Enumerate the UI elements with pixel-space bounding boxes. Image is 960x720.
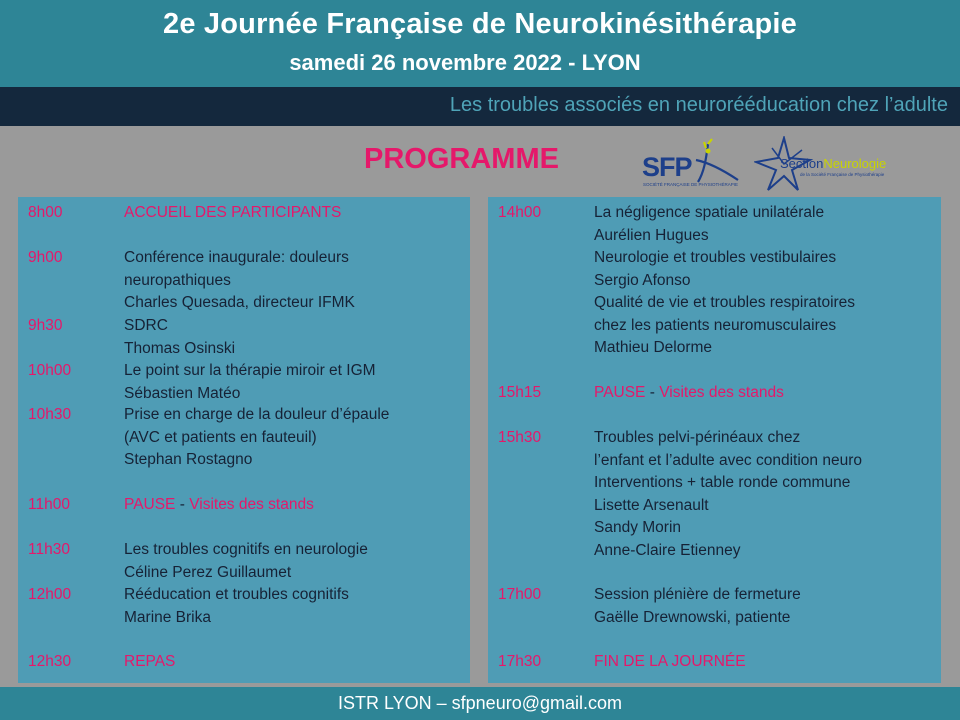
event-date: samedi 26 novembre 2022 - LYON [289,50,641,75]
event-title: 2e Journée Française de Neurokinésithérapie [163,8,797,40]
entry-line: Neurologie et troubles vestibulaires [594,249,837,266]
pause-separator: - [645,384,660,401]
entry-line: Les troubles cognitifs en neurologie [124,541,368,558]
entry-line: (AVC et patients en fauteuil) [124,428,317,446]
entry-details [124,651,175,674]
logo-word-neurologie: Neurologie [823,156,887,171]
header-banner [0,0,960,87]
entry-line: Qualité de vie et troubles respiratoires [594,294,856,311]
entry-time: 12h00 [28,586,72,603]
entry-line: Anne-Claire Etienney [594,541,741,559]
entry-time: 15h15 [498,384,542,401]
entry-line: ACCUEIL DES PARTICIPANTS [124,204,342,221]
pause-label: PAUSE [124,496,176,513]
entry-line: Prise en charge de la douleur d’épaule [124,406,390,423]
entry-line: Aurélien Hugues [594,226,709,244]
entry-line: Céline Perez Guillaumet [124,563,292,581]
entry-line: Gaëlle Drewnowski, patiente [594,608,791,626]
entry-time: 9h30 [28,317,63,334]
subtitle-bar [0,87,960,126]
entry-time: 17h00 [498,586,542,603]
entry-line: Thomas Osinski [124,339,236,357]
entry-line: FIN DE LA JOURNÉE [594,653,746,670]
entry-line: SDRC [124,317,168,334]
entry-time: 10h30 [28,406,72,423]
section-logo-caption: de la Société Française de Physiothérapie [800,172,885,177]
sfp-logo-caption: SOCIÉTÉ FRANÇAISE DE PHYSIOTHÉRAPIE [643,182,739,187]
entry-details [124,315,235,360]
entry-details [594,584,801,629]
pause-activity: Visites des stands [189,496,314,513]
entry-line: Interventions + table ronde commune [594,474,851,491]
entry-time: 11h30 [28,541,70,558]
entry-line: Le point sur la thérapie miroir et IGM [124,362,376,379]
entry-time: 11h00 [28,496,70,513]
entry-details [124,247,355,315]
entry-line: Sébastien Matéo [124,384,241,402]
entry-time: 15h30 [498,429,542,446]
event-subtitle: Les troubles associés en neurorééducation chez l’adulte [449,94,948,116]
entry-details [124,494,314,517]
entry-details [594,427,862,562]
entry-time: 9h00 [28,249,63,266]
entry-line: Mathieu Delorme [594,339,713,356]
entry-line: Lisette Arsenault [594,496,709,514]
entry-time: 8h00 [28,204,63,221]
entry-line: chez les patients neuromusculaires [594,316,837,334]
entry-line: Sergio Afonso [594,271,691,289]
entry-line: REPAS [124,653,176,670]
entry-line: Session plénière de fermeture [594,586,801,603]
entry-details [594,202,855,360]
entry-line: Charles Quesada, directeur IFMK [124,294,355,311]
entry-line: Stephan Rostagno [124,451,253,468]
sfp-logo-mark: SFP [642,152,692,182]
pause-activity: Visites des stands [659,384,784,401]
section-neurologie-wordmark [780,156,886,171]
pause-label: PAUSE [594,384,646,401]
entry-line: Rééducation et troubles cognitifs [124,586,349,603]
entry-line: Conférence inaugurale: douleurs [124,249,349,266]
programme-heading: PROGRAMME [364,143,559,175]
section-neurologie-logo [754,136,924,192]
entry-details [124,360,376,405]
entry-time: 10h00 [28,362,72,379]
entry-details [124,584,349,629]
entry-line: neuropathiques [124,271,231,289]
schedule-morning-panel [18,197,470,683]
entry-details [594,651,746,674]
entry-details [124,539,368,584]
logo-word-section: Section [780,156,824,171]
entry-time: 12h30 [28,653,72,670]
entry-line: La négligence spatiale unilatérale [594,204,825,221]
entry-time: 14h00 [498,204,542,221]
entry-details [594,382,784,405]
entry-line: Sandy Morin [594,519,682,536]
entry-line: Marine Brika [124,608,211,626]
entry-line [594,382,784,405]
entry-details [124,202,341,225]
sfp-logo [640,138,744,192]
entry-time: 17h30 [498,653,542,670]
entry-line: Troubles pelvi-périnéaux chez [594,429,801,446]
schedule-afternoon-panel [488,197,941,683]
entry-line [124,494,314,517]
entry-details [124,404,389,472]
pause-separator: - [175,496,190,513]
entry-line: l’enfant et l’adulte avec condition neuro [594,451,862,469]
footer-contact: ISTR LYON – sfpneuro@gmail.com [0,687,960,720]
